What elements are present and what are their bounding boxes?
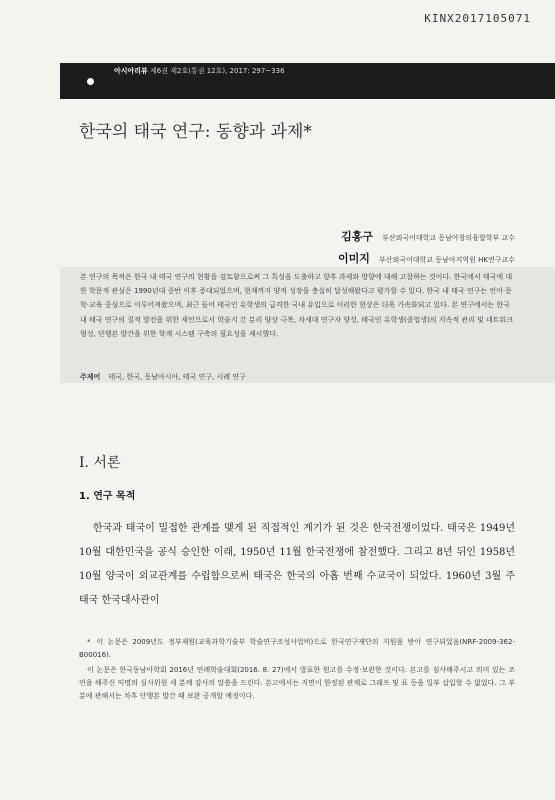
section-title: I. 서론: [79, 455, 121, 471]
journal-header-bar: [60, 63, 555, 99]
footnote: [79, 636, 515, 662]
author-name: 이미지: [337, 252, 370, 265]
author-entry: [338, 225, 515, 244]
footnote-text: 이 논문은 2009년도 정부재원(교육과학기술부 학술연구조성사업비)으로 한국연구재단의 지원을 받아 연구되었음(NRF-2009-362-B00016).: [79, 638, 515, 659]
abstract-text: 본 연구의 목적은 한국 내 태국 연구의 현황을 검토함으로써 그 특성을 도출하고 향후 과제와 방향에 대해 고찰하는 것이다. 한국에서 태국에 대한 학문적 관심은 1990년대 중반 이후 증대되었으며, 현재까지 양적 성장을 충실히 달성해왔다고 평가할 수 있다. 한국 내 태국 연구는 언어·문학·교육 중심으로 이루어져왔으며, 최근 들어 태국인 유학생의 급격한 국내 유입으로 이러한 현상은 더욱 가속화되고 있다. 본 연구에서는 한국 내 태국 연구의 질적 발전을 위한 제언으로서 학술지 간 분리 양상 극복, 차세대 연구자 양성, 태국인 유학생(졸업생)의 지속적 관리 및 네트워크 형성, 단행본 발간을 위한 학계 시스템 구축의 필요성을 제시했다.: [80, 273, 514, 338]
footnote-text: 이 논문은 한국동남아학회 2016년 연례학술대회(2016. 8. 27)에서 발표한 원고를 수정·보완한 것이다. 본고를 심사해주시고 의미 있는 조언을 해주신 익명의 심사위원 세 분께 감사의 말씀을 드린다. 본고에서는 지면이 한정된 관계로 그래프 및 표 등을 일부 삽입할 수 없었다. 그 부분에 관해서는 차후 단행본 발간 때 보완 공개할 예정이다.: [79, 666, 515, 700]
footnotes: [79, 636, 515, 705]
paper-title: 한국의 태국 연구: 동향과 과제*: [79, 122, 312, 142]
journal-info: [114, 66, 285, 76]
author-affiliation: 부산외국어대학교 동남아지역원 HK연구교수: [378, 256, 515, 264]
footnote-mark: *: [87, 638, 91, 646]
journal-issue: 제6권 제2호(통권 12호), 2017: 297~336: [150, 67, 285, 75]
author-list: [338, 225, 515, 269]
abstract-box: [60, 267, 555, 383]
subsection-title: 1. 연구 목적: [79, 491, 136, 502]
bullet-icon: [87, 78, 94, 85]
footnote: [79, 664, 515, 703]
keywords-label: 주제어: [80, 373, 101, 381]
keywords: [80, 372, 246, 382]
author-name: 김홍구: [341, 230, 373, 243]
body-text: [79, 517, 515, 613]
author-affiliation: 부산외국어대학교 동남아창의융합학부 교수: [382, 234, 515, 242]
body-paragraph: 한국과 태국이 밀접한 관계를 맺게 된 직접적인 계기가 된 것은 한국전쟁이었다. 태국은 1949년 10월 대한민국을 공식 승인한 이래, 1950년 11월 한국전쟁에 참전했다. 그리고 8년 뒤인 1958년 10월 양국이 외교관계를 수립함으로써 태국은 한국의 아홉 번째 수교국이 되었다. 1960년 3월 주 태국 한국대사관이: [79, 523, 515, 606]
author-entry: [338, 247, 515, 266]
journal-name: 아시아리뷰: [114, 67, 148, 75]
keywords-text: 태국, 한국, 동남아시아, 태국 연구, 시례 연구: [108, 373, 246, 381]
document-id: KINX2017105071: [424, 12, 531, 25]
